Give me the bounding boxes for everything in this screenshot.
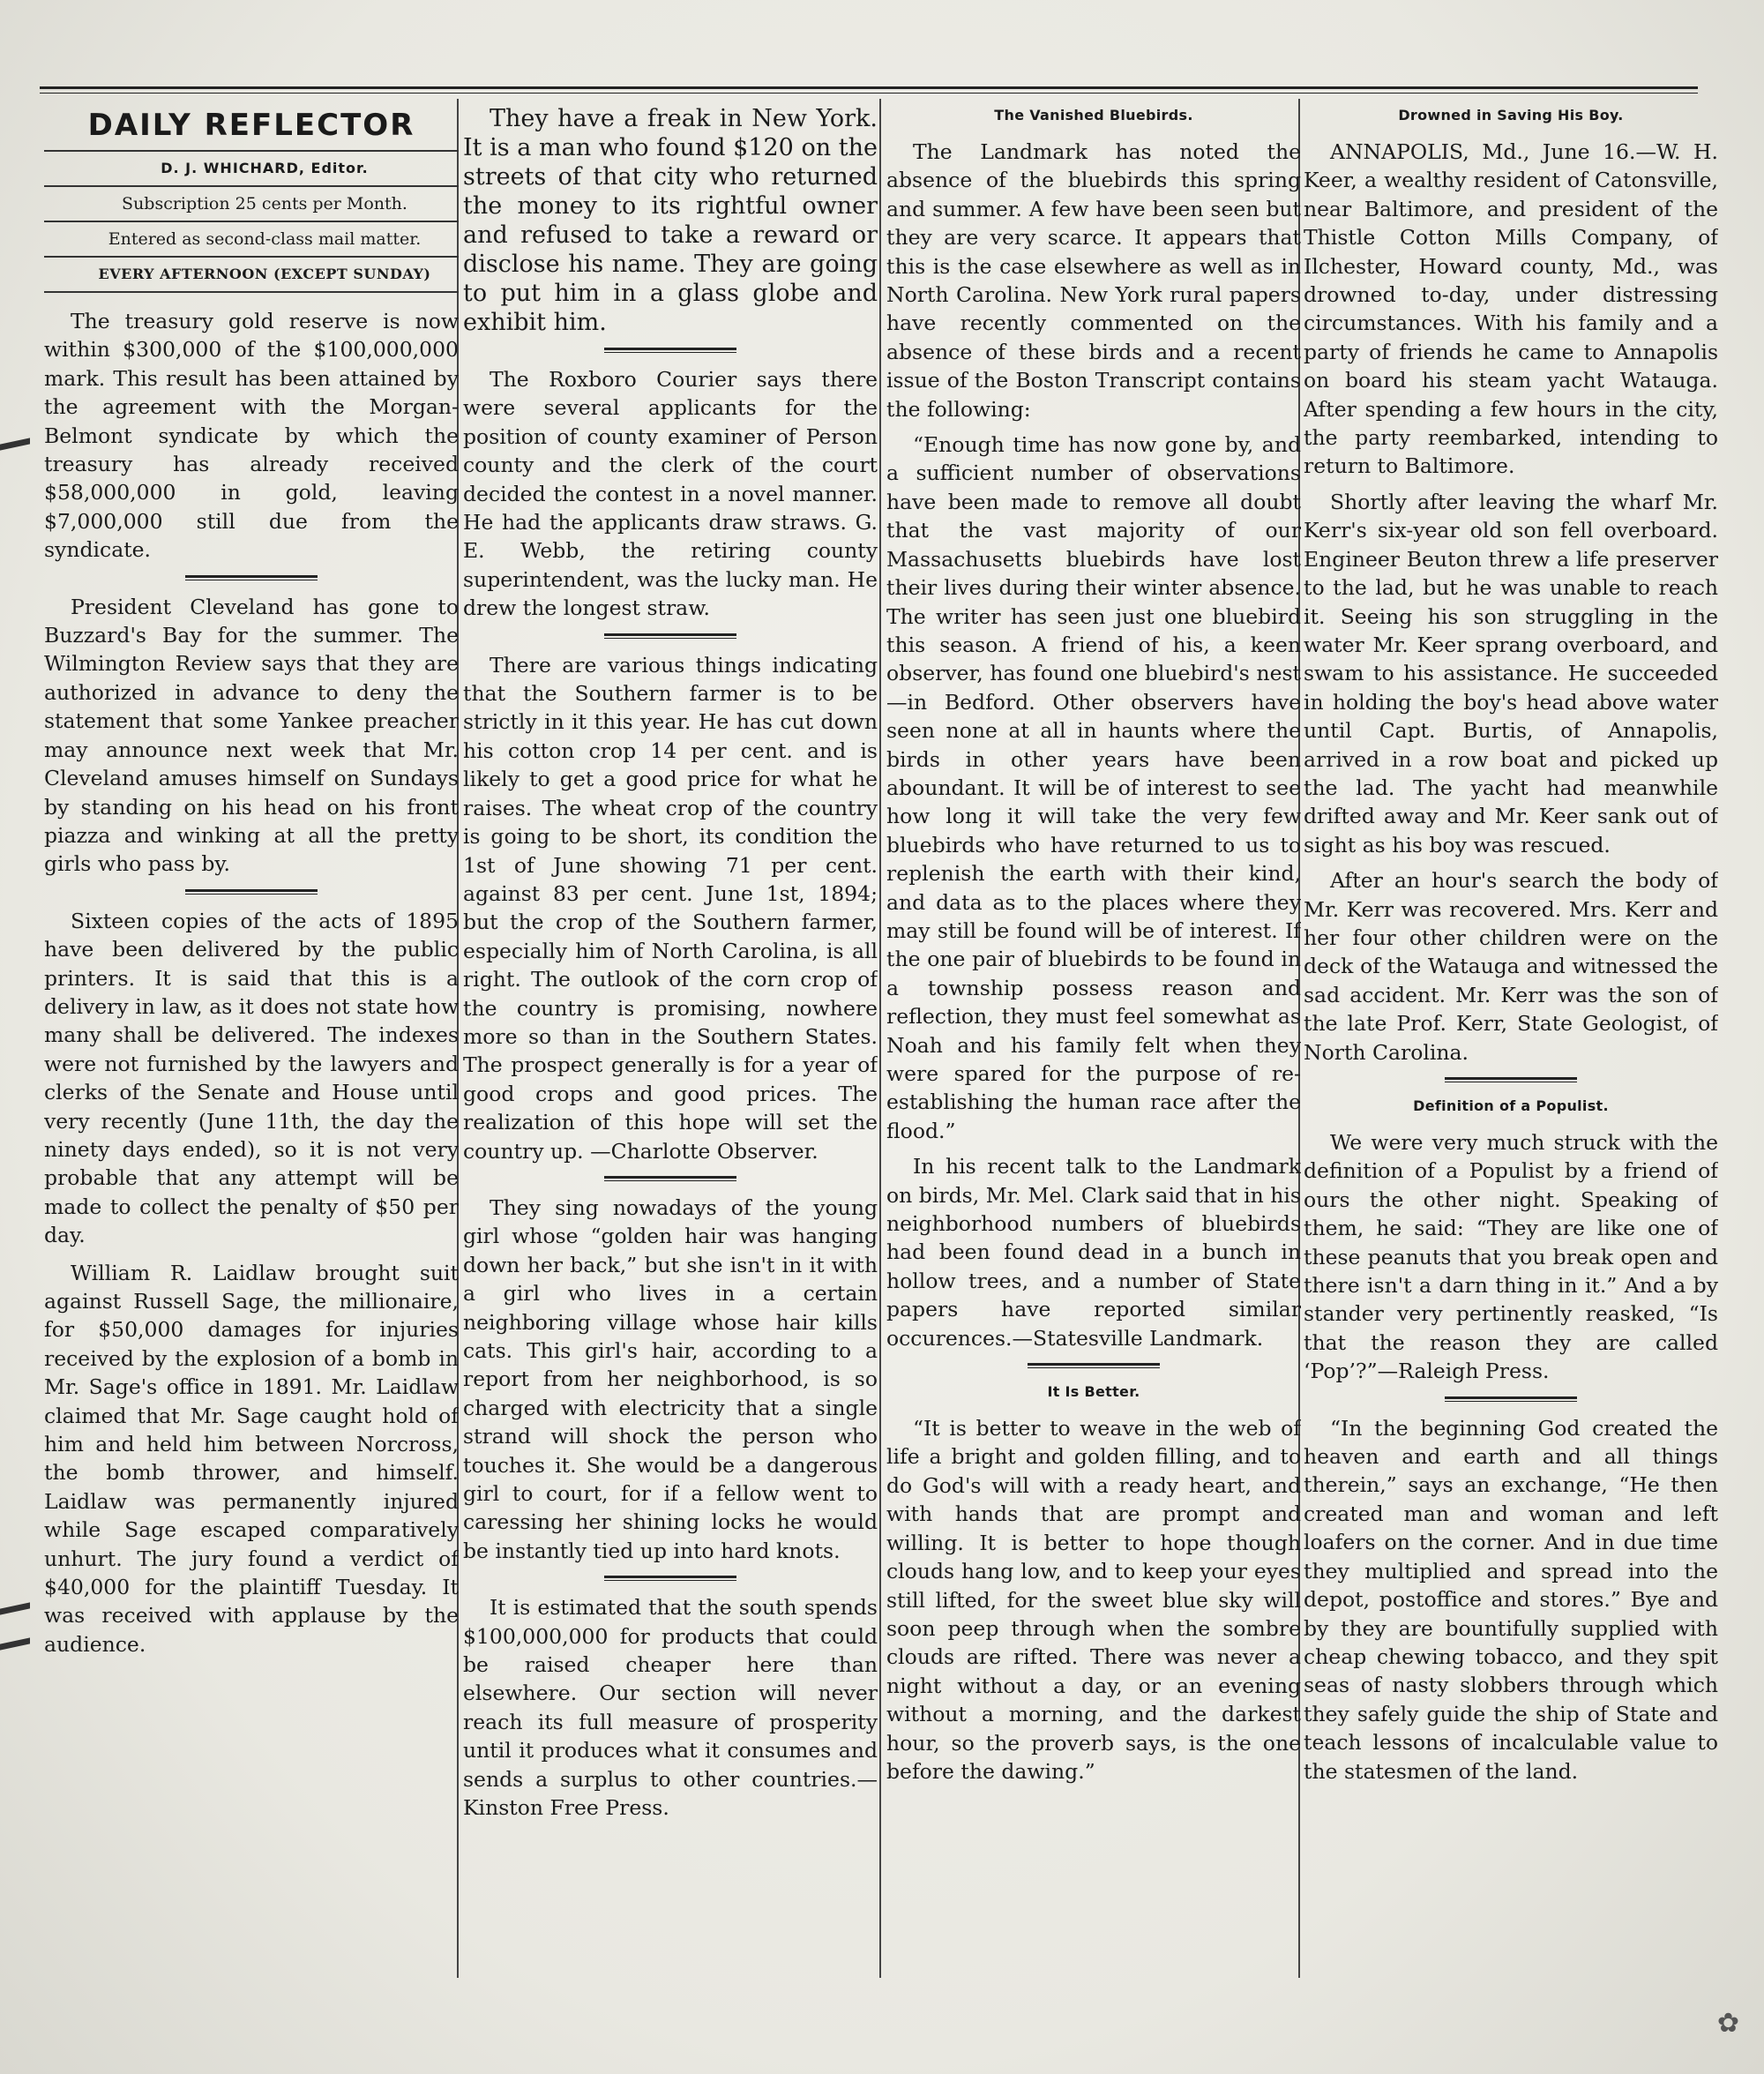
article-drowned-3 [1304, 866, 1718, 1067]
article-bluebirds-clark [886, 1152, 1301, 1352]
article-loafers [1304, 1414, 1718, 1786]
article-body: President Cleveland has gone to Buzzard's Bay for the summer. The Wilmington Review says that they are authorized in advance to deny the statement that some Yankee preacher may announce next week that Mr. Cleveland amuses himself on Sundays by standing on his head on his front piazza and winking at all the pretty girls who pass by. [44, 594, 459, 877]
article-divider [1445, 1396, 1577, 1402]
article-drowned-2 [1304, 488, 1718, 859]
article-body: In his recent talk to the Landmark on birds, Mr. Mel. Clark said that in his neighborhood numbers of bluebirds had been found dead in a bunch in hollow trees, and a number of State papers have reported similar occurences.—Statesville Landmark. [886, 1154, 1301, 1351]
article-bluebirds-quote [886, 431, 1301, 1145]
article-body: There are various things indicating that the Southern farmer is to be strictly in it this year. He has cut down his cotton crop 14 per cent. and is likely to get a good price for what he raises. The wheat crop of the country is going to be short, its condition the 1st of June showing 71 per cent. against 83 per cent. June 1st, 1894; but the crop of the Southern farmer, especially him of North Carolina, is all right. The outlook of the corn crop of the country is promising, nowhere more so than in the Southern States. The prospect generally is for a year of good crops and good prices. The realization of this hope will set the country up. —Charlotte Observer. [463, 652, 878, 1164]
headline-it-is-better: It Is Better. [1047, 1383, 1140, 1401]
article-body: “It is better to weave in the web of life a bright and golden filling, and to do God's will with a ready heart, and with hands that are prompt and willing. It is better to hope though clouds hang low, and to keep your eyes still lifted, for the sweet blue sky will soon peep through when the sombre clouds are rifted. There was never a night without a day, or an evening without a morning, and the darkest hour, so the proverb says, is the one before the dawing.” [886, 1416, 1301, 1784]
article-body: ANNAPOLIS, Md., June 16.—W. H. Keer, a wealthy resident of Catonsville, near Baltimore, and president of the Thistle Cotton Mills Company, of Ilchester, Howard county, Md., was drowned to-day, under distressing circumstances. With his family and a party of friends he came to Annapolis on board his steam yacht Watauga. After spending a few hours in the city, the party reembarked, intending to return to Baltimore. [1304, 139, 1718, 479]
column-1 [44, 104, 459, 1983]
masthead-subscription: Subscription 25 cents per Month. [122, 194, 407, 213]
article-body: It is estimated that the south spends $100,000,000 for products that could be raised cheaper here than elsewhere. Our section will never reach its full measure of prosperity until it produces what it consumes and sends a surplus to other countries.—Kinston Free Press. [463, 1595, 878, 1821]
article-golden-hair [463, 1194, 878, 1565]
article-freak [463, 104, 878, 337]
article-body: We were very much struck with the definition of a Populist by a friend of ours the other night. Speaking of them, he said: “They are like one of these peanuts that you break open and there isn't a darn thing in it.” And a by stander very pertinently reasked, “Is that the reason they are called ‘Pop’?”—Raleigh Press. [1304, 1130, 1718, 1384]
article-divider [604, 1576, 736, 1581]
article-bluebirds-intro [886, 138, 1301, 423]
article-it-is-better [886, 1414, 1301, 1786]
top-rule [40, 86, 1698, 94]
margin-mark [0, 1637, 30, 1650]
article-divider [1445, 1077, 1577, 1082]
article-southern-farmer [463, 651, 878, 1165]
article-body: The Roxboro Courier says there were several applicants for the position of county examiner of Person county and the clerk of the court decided the contest in a novel manner. He had the applicants draw straws. G. E. Webb, the retiring county superintendent, was the lucky man. He drew the longest straw. [463, 367, 878, 621]
column-2 [463, 104, 878, 1983]
article-roxboro [463, 365, 878, 623]
column-divider [879, 99, 881, 1978]
article-body: The Landmark has noted the absence of the bluebirds this spring and summer. A few have been seen but they are very scarce. It appears that this is the case elsewhere as well as in North Carolina. New York rural papers have recently commented on the absence of these birds and a recent issue of the Boston Transcript contains the following: [886, 139, 1301, 422]
headline-vanished-bluebirds: The Vanished Bluebirds. [994, 107, 1193, 124]
article-gold-reserve [44, 307, 459, 565]
article-body: Sixteen copies of the acts of 1895 have been delivered by the public printers. It is said that this is a delivery in law, as it does not state how many shall be delivered. The indexes were not furnished by the lawyers and clerks of the Senate and House until very recently (June 11th, the day the ninety days ended), so it is not very probable that any attempt will be made to collect the penalty of $50 per day. [44, 908, 459, 1248]
article-body: Shortly after leaving the wharf Mr. Kerr's six-year old son fell overboard. Engineer Beuton threw a life preserver to the lad, but he was unable to reach it. Seeing his son struggling in the water Mr. Keer sprang overboard, and swam to his assistance. He succeeded in holding the boy's head above water until Capt. Burtis, of Annapolis, arrived in a row boat and picked up the lad. The yacht had meanwhile drifted away and Mr. Keer sank out of sight as his boy was rescued. [1304, 489, 1718, 857]
masthead-mail: Entered as second-class mail matter. [108, 229, 422, 249]
headline-drowned: Drowned in Saving His Boy. [1398, 107, 1624, 124]
headline-populist: Definition of a Populist. [1413, 1097, 1609, 1114]
article-acts-1895 [44, 907, 459, 1250]
article-body: After an hour's search the body of Mr. Kerr was recovered. Mrs. Kerr and her four other children were on the deck of the Watauga and witnessed the sad accident. Mr. Kerr was the son of the late Prof. Kerr, State Geologist, of North Carolina. [1304, 868, 1718, 1065]
masthead-editor: D. J. WHICHARD, Editor. [161, 160, 369, 176]
article-body: The treasury gold reserve is now within $300,000 of the $100,000,000 mark. This result has been attained by the agreement with the Morgan-Belmont syndicate by which the treasury has already received $58,000,000 in gold, leaving $7,000,000 still due from the syndicate. [44, 309, 459, 563]
article-south-spends [463, 1593, 878, 1822]
article-divider [604, 348, 736, 353]
margin-mark [0, 438, 30, 450]
article-divider [1028, 1363, 1160, 1368]
article-drowned-1 [1304, 138, 1718, 481]
article-divider [185, 889, 318, 895]
article-body: William R. Laidlaw brought suit against Russell Sage, the millionaire, for $50,000 damages for injuries received by the explosion of a bomb in Mr. Sage's office in 1891. Mr. Laidlaw claimed that Mr. Sage caught hold of him and held him between Norcross, the bomb thrower, and himself. Laidlaw was permanently injured while Sage escaped comparatively unhurt. The jury found a verdict of $40,000 for the plaintiff Tuesday. It was received with applause by the audience. [44, 1260, 459, 1657]
masthead [44, 108, 459, 293]
margin-mark [0, 1602, 30, 1614]
article-divider [185, 575, 318, 580]
masthead-title: DAILY REFLECTOR [87, 108, 415, 143]
article-body: “In the beginning God created the heaven and earth and all things therein,” says an exchange, “He then created man and woman and left loafers on the corner. And in due time they multiplied and spread into the depot, postoffice and stores.” Bye and by they are bountifully supplied with cheap chewing tobacco, and they spit seas of nasty slobbers through which they safely guide the ship of State and teach lessons of incalculable value to the statesmen of the land. [1304, 1415, 1718, 1784]
article-body: They sing nowadays of the young girl whose “golden hair was hanging down her back,” but she isn't in it with a girl who lives in a certain neighboring village whose hair kills cats. This girl's hair, according to a report from her neighborhood, is so charged with electricity that a single strand will shock the person who touches it. She would be a dangerous girl to court, for if a fellow went to caressing her shining locks he would be instantly tied up into hard knots. [463, 1194, 878, 1563]
masthead-schedule: EVERY AFTERNOON (EXCEPT SUNDAY) [98, 266, 431, 282]
article-body: “Enough time has now gone by, and a sufficient number of observations have been made to remove all doubt that the vast majority of our Massachusetts bluebirds have lost their lives during their winter absence. The writer has seen just one bluebird this season. A friend of his, a keen observer, has found one bluebird's nest—in Bedford. Other observers have seen none at all in haunts where the birds in other years have been aboundant. It will be of interest to see how long it will take the very few bluebirds who have returned to us to replenish the earth with their kind, and data as to the places where they may still be found will be of interest. If the one pair of bluebirds to be found in a township possess reason and reflection, they must feel somewhat as Noah and his family felt when they were spared for the purpose of re-establishing the human race after the flood.” [886, 432, 1301, 1143]
article-populist [1304, 1128, 1718, 1386]
article-cleveland [44, 593, 459, 879]
page-corner-mark: ✿ [1716, 2008, 1739, 2039]
article-laidlaw [44, 1259, 459, 1659]
article-divider [604, 633, 736, 639]
article-divider [604, 1176, 736, 1181]
column-3 [886, 104, 1301, 1983]
article-body: They have a freak in New York. It is a man who found $120 on the streets of that city who returned the money to its rightful owner and refused to take a reward or disclose his name. They are going to put him in a glass globe and exhibit him. [463, 105, 878, 336]
column-4 [1304, 104, 1718, 1983]
